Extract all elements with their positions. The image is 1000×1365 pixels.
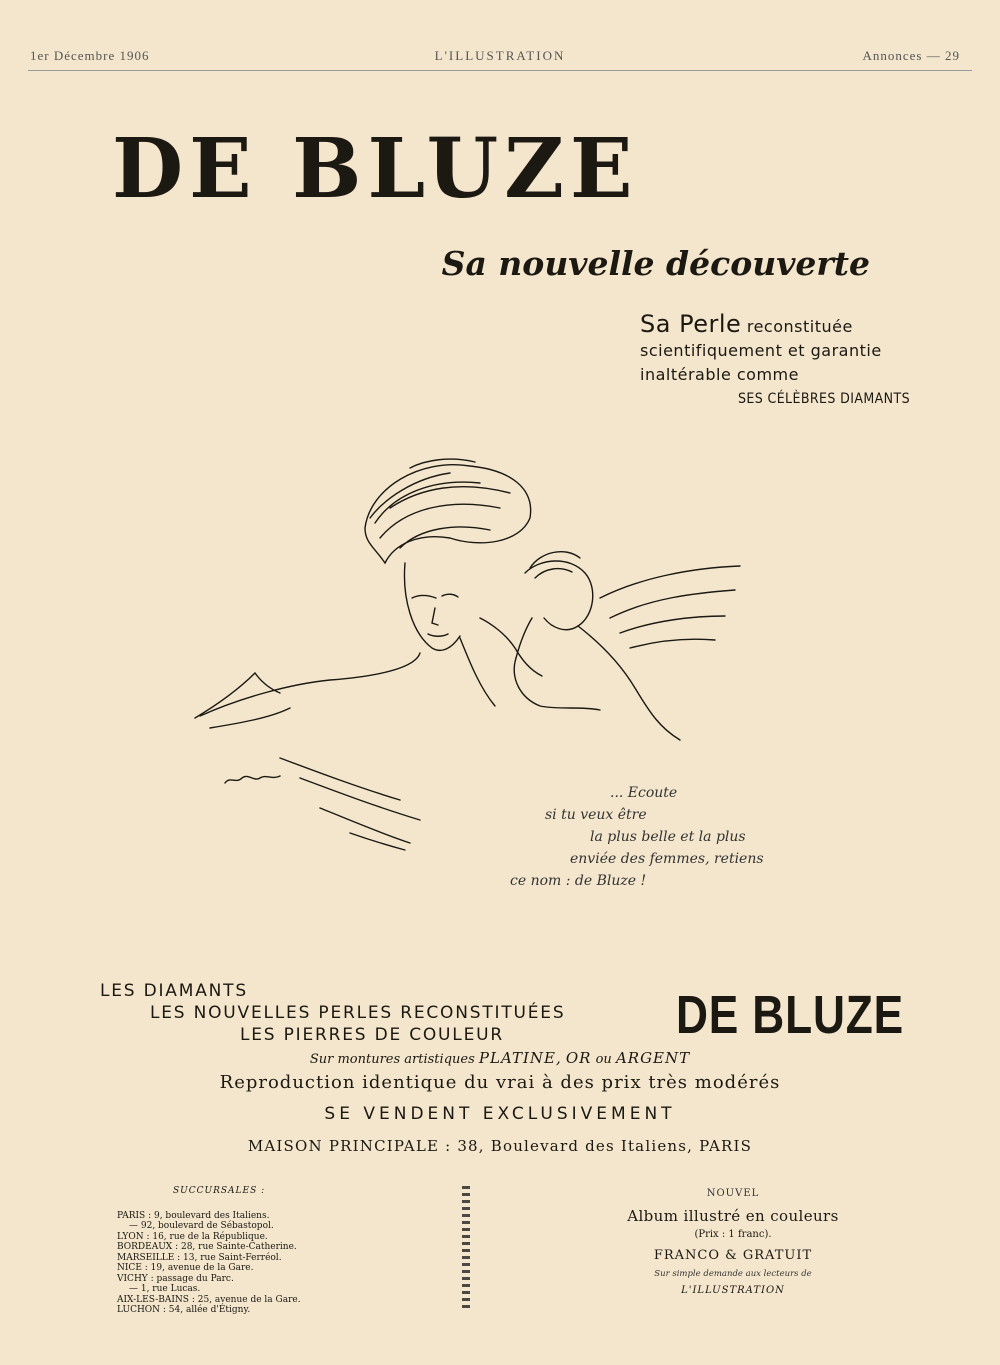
product-item: LES PIERRES DE COULEUR [240,1025,504,1045]
album-franco: FRANCO & GRATUIT [653,1248,813,1263]
branch-row: — 1, rue Lucas. [129,1284,201,1294]
header-rule [28,70,972,71]
exclusive-sale-line: SE VENDENT EXCLUSIVEMENT [324,1104,676,1124]
album-request-note: Sur simple demande aux lecteurs de [654,1269,812,1279]
handwritten-caption [490,782,840,892]
montures-ou: ou [595,1052,612,1067]
montures-prefix: Sur montures artistiques [309,1052,475,1067]
perle-line1: reconstituée [746,317,853,336]
reproduction-line: Reproduction identique du vrai à des prix très modérés [219,1072,781,1093]
perle-line3: inaltérable comme [640,365,799,384]
branch-row: — 92, boulevard de Sébastopol. [129,1221,274,1231]
branches-title: SUCCURSALES : [173,1186,266,1196]
ornamental-divider [462,1186,470,1310]
album-price: (Prix : 1 franc). [694,1229,772,1240]
metal-argent: ARGENT [615,1049,691,1067]
branch-row: VICHY : passage du Parc. [117,1273,234,1284]
branch-row: LYON : 16, rue de la République. [117,1231,268,1242]
caption-line-4: enviée des femmes, retiens [570,851,764,867]
header-page-section: Annonces — 29 [862,48,960,63]
product-item: LES NOUVELLES PERLES RECONSTITUÉES [150,1003,566,1023]
metal-or: OR [565,1049,592,1067]
tagline: Sa nouvelle découverte [441,244,870,283]
perle-lead: Sa Perle [640,310,742,338]
perle-line4: SES CÉLÈBRES DIAMANTS [737,391,910,407]
branches-list [117,1186,377,1316]
product-list [100,980,565,1046]
branch-row: PARIS : 9, boulevard des Italiens. [117,1210,270,1221]
album-title: Album illustré en couleurs [627,1207,839,1225]
branch-row: AIX-LES-BAINS : 25, avenue de la Gare. [117,1294,301,1305]
perle-description [640,312,910,411]
album-publication: L'ILLUSTRATION [681,1285,785,1296]
caption-line-3: la plus belle et la plus [590,829,746,845]
perle-line2: scientifiquement et garantie [640,341,882,360]
montures-line [0,1049,1000,1067]
metal-platine: PLATINE, [478,1049,562,1067]
caption-line-2: si tu veux être [545,807,647,823]
caption-line-1: ... Ecoute [610,785,678,801]
brand-headline: DE BLUZE [112,121,639,217]
branch-row: MARSEILLE : 13, rue Saint-Ferréol. [117,1252,282,1263]
main-store-address: MAISON PRINCIPALE : 38, Boulevard des Italiens, PARIS [247,1137,753,1155]
brand-repeat: DE BLUZE [676,985,904,1045]
branch-row: LUCHON : 54, allée d'Étigny. [117,1305,251,1315]
branch-row: BORDEAUX : 28, rue Sainte-Catherine. [117,1242,297,1252]
album-offer [588,1188,878,1296]
product-item: LES DIAMANTS [100,981,248,1001]
caption-line-5: ce nom : de Bluze ! [510,873,647,889]
header-date: 1er Décembre 1906 [30,48,150,63]
header-magazine-title: L'ILLUSTRATION [434,48,566,63]
album-nouvel: NOUVEL [706,1188,760,1199]
branch-row: NICE : 19, avenue de la Gare. [117,1263,254,1273]
